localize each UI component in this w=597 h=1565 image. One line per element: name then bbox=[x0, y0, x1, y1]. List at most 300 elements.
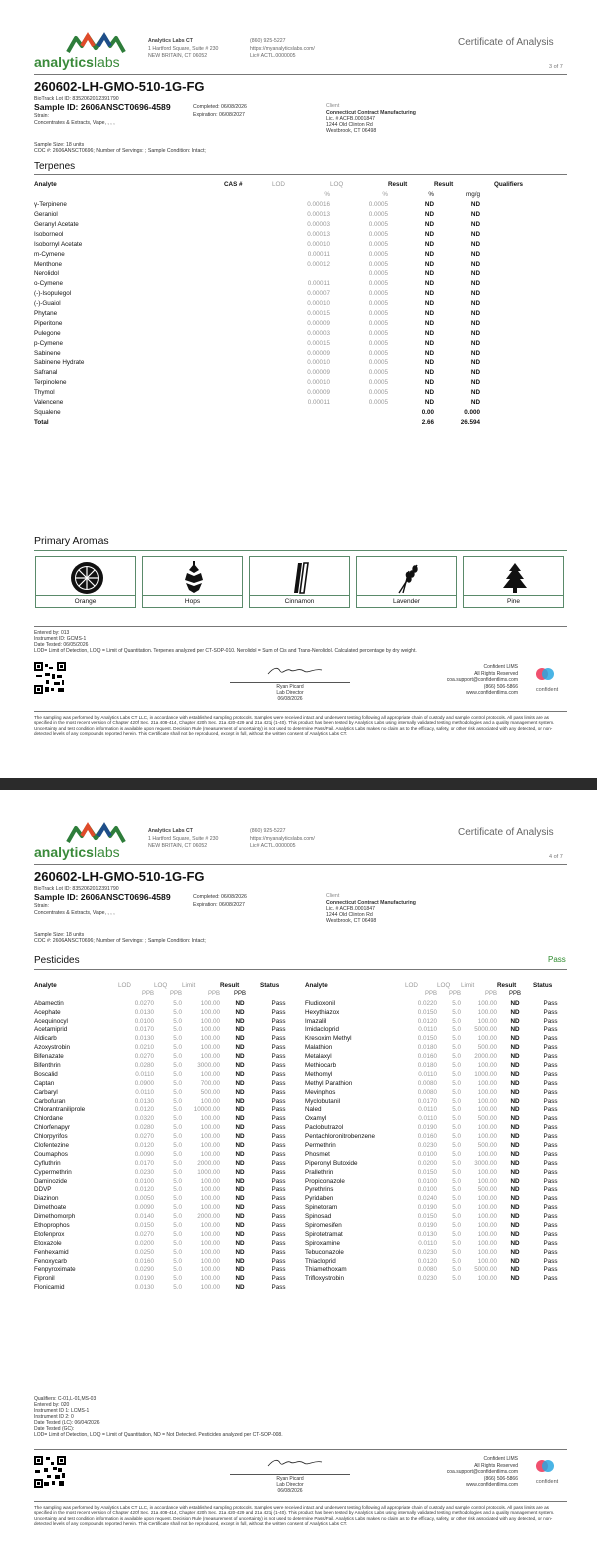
cas-cell bbox=[224, 279, 272, 289]
result-cell: ND bbox=[510, 1088, 520, 1096]
analyte-cell: Isoborneol bbox=[34, 230, 64, 238]
result-mgg-cell: ND bbox=[470, 349, 480, 357]
status-cell: Pass bbox=[271, 1124, 286, 1132]
loq-cell: 5.0 bbox=[173, 1204, 182, 1212]
loq-cell: 5.0 bbox=[452, 1204, 461, 1212]
limit-cell: 100.00 bbox=[200, 1017, 220, 1025]
cas-cell bbox=[224, 378, 272, 388]
result-cell: ND bbox=[510, 1150, 520, 1158]
lod-cell: 0.00010 bbox=[307, 359, 330, 367]
loq-cell bbox=[330, 417, 388, 427]
limit-cell: 100.00 bbox=[200, 1008, 220, 1016]
lod-cell: 0.0160 bbox=[134, 1257, 154, 1265]
analyte-cell: Spiromesifen bbox=[305, 1221, 342, 1229]
client-lic: Lic. # ACFB.0001847 bbox=[326, 906, 376, 912]
result-cell: ND bbox=[235, 1275, 245, 1283]
qualifier-cell bbox=[480, 229, 524, 239]
loq-cell: 5.0 bbox=[173, 1248, 182, 1256]
cas-cell bbox=[224, 388, 272, 398]
signer-title: Lab Director bbox=[276, 689, 304, 696]
limit-cell: 500.00 bbox=[477, 1141, 497, 1149]
analyte-cell: Acephate bbox=[34, 1008, 61, 1016]
divider bbox=[34, 711, 567, 712]
analyte-cell: Ethoprophos bbox=[34, 1221, 70, 1229]
qualifier-cell bbox=[480, 210, 524, 220]
status-cell: Pass bbox=[271, 1053, 286, 1061]
result-cell: ND bbox=[510, 1266, 520, 1274]
lod-cell: 0.0320 bbox=[134, 1115, 154, 1123]
result-cell: ND bbox=[235, 1141, 245, 1149]
limit-cell: 100.00 bbox=[200, 1053, 220, 1061]
result-pct-cell: ND bbox=[424, 379, 434, 387]
coa-page-3 bbox=[0, 0, 597, 778]
limit-cell: 100.00 bbox=[477, 1106, 497, 1114]
strain-label: Strain: bbox=[34, 903, 49, 909]
loq-cell: 5.0 bbox=[452, 1248, 461, 1256]
analyte-cell: Fludioxonil bbox=[305, 999, 336, 1007]
unit-result-pct: % bbox=[428, 191, 434, 199]
loq-cell: 5.0 bbox=[173, 1159, 182, 1167]
status-cell: Pass bbox=[543, 1070, 558, 1078]
result-mgg-cell: ND bbox=[470, 211, 480, 219]
table-row bbox=[34, 269, 524, 279]
lod-cell: 0.0250 bbox=[134, 1248, 154, 1256]
page-separator bbox=[0, 778, 597, 790]
cas-cell bbox=[224, 220, 272, 230]
lod-cell: 0.0270 bbox=[134, 1230, 154, 1238]
status-cell: Pass bbox=[271, 1159, 286, 1167]
analyte-cell: Dimethoate bbox=[34, 1204, 67, 1212]
status-cell: Pass bbox=[543, 1230, 558, 1238]
table-row bbox=[305, 1266, 568, 1275]
table-row bbox=[34, 1194, 297, 1203]
table-row bbox=[34, 318, 524, 328]
lod-cell: 0.0280 bbox=[134, 1061, 154, 1069]
result-cell: ND bbox=[510, 999, 520, 1007]
result-pct-cell: ND bbox=[424, 270, 434, 278]
result-cell: ND bbox=[235, 1061, 245, 1069]
sample-id: Sample ID: 2606ANSCT0696-4589 bbox=[34, 102, 171, 112]
table-header-row bbox=[34, 180, 524, 190]
aroma-orange bbox=[35, 556, 136, 608]
loq-cell: 5.0 bbox=[173, 1044, 182, 1052]
table-row bbox=[34, 1141, 297, 1150]
analyte-cell: Acetamiprid bbox=[34, 1026, 68, 1034]
table-row bbox=[305, 1079, 568, 1088]
loq-cell: 0.0005 bbox=[368, 339, 388, 347]
analyte-cell: Methyl Parathion bbox=[305, 1079, 353, 1087]
loq-cell: 5.0 bbox=[173, 1239, 182, 1247]
lod-cell: 0.0130 bbox=[134, 1097, 154, 1105]
analyte-cell: Abamectin bbox=[34, 999, 64, 1007]
loq-cell: 5.0 bbox=[173, 1115, 182, 1123]
divider bbox=[34, 550, 567, 551]
lod-cell: 0.00015 bbox=[307, 339, 330, 347]
lims-info: Confident LIMS All Rights Reserved coa.support@confidentlims.com (866) 506-5866 www.confidentlims.com bbox=[446, 664, 518, 697]
lod-cell: 0.0230 bbox=[417, 1141, 437, 1149]
table-row bbox=[34, 1212, 297, 1221]
status-cell: Pass bbox=[543, 1195, 558, 1203]
analyte-cell: Etoxazole bbox=[34, 1239, 62, 1247]
cas-cell bbox=[224, 309, 272, 319]
qr-code[interactable] bbox=[34, 662, 66, 694]
limit-cell: 100.00 bbox=[477, 1221, 497, 1229]
result-cell: ND bbox=[510, 1115, 520, 1123]
loq-cell: 5.0 bbox=[452, 1177, 461, 1185]
lod-cell: 0.0230 bbox=[417, 1248, 437, 1256]
limit-cell: 5000.00 bbox=[474, 1026, 497, 1034]
table-row bbox=[34, 348, 524, 358]
result-cell: ND bbox=[510, 1275, 520, 1283]
analyte-cell: Flonicamid bbox=[34, 1284, 65, 1292]
limit-cell: 100.00 bbox=[477, 1257, 497, 1265]
table-row bbox=[34, 1185, 297, 1194]
loq-cell: 5.0 bbox=[173, 1008, 182, 1016]
table-row bbox=[305, 1248, 568, 1257]
result-cell: ND bbox=[510, 1026, 520, 1034]
analyte-cell: (-)-Isopulegol bbox=[34, 290, 72, 298]
status-cell: Pass bbox=[543, 1204, 558, 1212]
table-header-row: Analyte LOD LOQ Limit Result Status bbox=[34, 981, 280, 989]
status-cell: Pass bbox=[271, 1079, 286, 1087]
loq-cell: 5.0 bbox=[452, 1230, 461, 1238]
result-cell: ND bbox=[510, 1053, 520, 1061]
lod-cell: 0.0100 bbox=[417, 1177, 437, 1185]
limit-cell: 100.00 bbox=[477, 1177, 497, 1185]
sample-id: Sample ID: 2606ANSCT0696-4589 bbox=[34, 892, 171, 902]
loq-cell: 5.0 bbox=[452, 999, 461, 1007]
completed-date: Completed: 06/08/2026 bbox=[193, 894, 247, 900]
loq-cell: 0.0005 bbox=[368, 389, 388, 397]
table-row bbox=[305, 1034, 568, 1043]
loq-cell: 0.0005 bbox=[368, 399, 388, 407]
analyte-cell: Prallethrin bbox=[305, 1168, 334, 1176]
cas-cell bbox=[224, 348, 272, 358]
analyte-cell: Thiamethoxam bbox=[305, 1266, 347, 1274]
qualifier-cell bbox=[480, 249, 524, 259]
table-row bbox=[305, 1132, 568, 1141]
status-cell: Pass bbox=[543, 1186, 558, 1194]
result-pct-cell: ND bbox=[424, 211, 434, 219]
cas-cell bbox=[224, 229, 272, 239]
lod-cell: 0.0210 bbox=[134, 1044, 154, 1052]
loq-cell: 5.0 bbox=[452, 1053, 461, 1061]
col-result-pct: Result bbox=[388, 181, 408, 189]
result-cell: ND bbox=[510, 1239, 520, 1247]
loq-cell: 5.0 bbox=[173, 1275, 182, 1283]
result-mgg-cell: ND bbox=[470, 250, 480, 258]
table-row bbox=[305, 1159, 568, 1168]
lod-cell: 0.0120 bbox=[134, 1186, 154, 1194]
status-cell: Pass bbox=[543, 1097, 558, 1105]
result-cell: ND bbox=[510, 1133, 520, 1141]
table-row bbox=[34, 1257, 297, 1266]
result-mgg-cell: ND bbox=[470, 260, 480, 268]
limit-cell: 100.00 bbox=[477, 1061, 497, 1069]
lod-cell: 0.0280 bbox=[134, 1124, 154, 1132]
lod-cell: 0.00007 bbox=[307, 290, 330, 298]
expiration-date: Expiration: 06/08/2027 bbox=[193, 902, 245, 908]
analyte-cell: Acequinocyl bbox=[34, 1017, 68, 1025]
limit-cell: 100.00 bbox=[477, 1168, 497, 1176]
result-pct-cell: ND bbox=[424, 280, 434, 288]
lod-cell: 0.00016 bbox=[307, 201, 330, 209]
result-pct-cell: ND bbox=[424, 389, 434, 397]
table-row bbox=[305, 1043, 568, 1052]
analyte-cell: γ-Terpinene bbox=[34, 201, 67, 209]
status-cell: Pass bbox=[271, 1284, 286, 1292]
table-row bbox=[34, 1203, 297, 1212]
section-title-terpenes: Terpenes bbox=[34, 161, 76, 172]
analyte-cell: p-Cymene bbox=[34, 339, 64, 347]
limit-cell: 100.00 bbox=[200, 1133, 220, 1141]
lod-cell: 0.0050 bbox=[134, 1195, 154, 1203]
table-units-row: PPB PPB PPB PPB bbox=[424, 991, 521, 998]
lod-cell: 0.0230 bbox=[417, 1275, 437, 1283]
lod-cell: 0.0130 bbox=[134, 1008, 154, 1016]
status-cell: Pass bbox=[543, 1035, 558, 1043]
status-cell: Pass bbox=[271, 1133, 286, 1141]
analyte-cell: Cypermethrin bbox=[34, 1168, 72, 1176]
qr-code[interactable] bbox=[34, 1456, 66, 1488]
loq-cell: 5.0 bbox=[173, 1177, 182, 1185]
lab-info: Analytics Labs CT 1 Hartford Square, Suite # 230 NEW BRITAIN, CT 06052 bbox=[148, 828, 219, 850]
table-row bbox=[305, 1194, 568, 1203]
result-mgg-cell: ND bbox=[470, 359, 480, 367]
result-mgg-cell: ND bbox=[470, 399, 480, 407]
loq-cell: 5.0 bbox=[452, 1017, 461, 1025]
loq-cell: 0.0005 bbox=[368, 270, 388, 278]
loq-cell: 5.0 bbox=[452, 1115, 461, 1123]
status-cell: Pass bbox=[543, 1275, 558, 1283]
status-cell: Pass bbox=[271, 1186, 286, 1194]
table-row bbox=[34, 1008, 297, 1017]
lod-cell: 0.0150 bbox=[417, 1035, 437, 1043]
loq-cell: 5.0 bbox=[452, 1186, 461, 1194]
loq-cell: 5.0 bbox=[452, 1213, 461, 1221]
status-cell: Pass bbox=[271, 1213, 286, 1221]
loq-cell: 5.0 bbox=[173, 1017, 182, 1025]
pesticides-table-left bbox=[34, 981, 297, 1292]
aroma-label: Lavender bbox=[357, 595, 456, 607]
qualifier-cell bbox=[480, 309, 524, 319]
qualifier-cell bbox=[480, 328, 524, 338]
limit-cell: 500.00 bbox=[200, 1088, 220, 1096]
client-addr2: Westbrook, CT 06498 bbox=[326, 128, 377, 134]
limit-cell: 500.00 bbox=[477, 1115, 497, 1123]
limit-cell: 100.00 bbox=[200, 1239, 220, 1247]
analyte-cell: m-Cymene bbox=[34, 250, 65, 258]
status-cell: Pass bbox=[271, 1088, 286, 1096]
loq-cell: 5.0 bbox=[452, 1124, 461, 1132]
result-cell: ND bbox=[235, 1097, 245, 1105]
analyte-cell: Malathion bbox=[305, 1044, 333, 1052]
client-addr2: Westbrook, CT 06498 bbox=[326, 918, 377, 924]
lod-cell: 0.00010 bbox=[307, 240, 330, 248]
signature-block bbox=[230, 1456, 350, 1494]
table-row bbox=[305, 1177, 568, 1186]
result-cell: ND bbox=[510, 1106, 520, 1114]
table-row bbox=[305, 1141, 568, 1150]
analyte-cell: Aldicarb bbox=[34, 1035, 57, 1043]
status-cell: Pass bbox=[271, 1070, 286, 1078]
analyte-cell: Spirotetramat bbox=[305, 1230, 343, 1238]
divider bbox=[34, 969, 567, 970]
result-cell: ND bbox=[510, 1248, 520, 1256]
limit-cell: 100.00 bbox=[200, 999, 220, 1007]
loq-cell: 5.0 bbox=[452, 1061, 461, 1069]
limit-cell: 1000.00 bbox=[474, 1070, 497, 1078]
table-row bbox=[305, 1239, 568, 1248]
table-row bbox=[34, 1221, 297, 1230]
status-cell: Pass bbox=[543, 1044, 558, 1052]
loq-cell: 0.0005 bbox=[368, 359, 388, 367]
table-row bbox=[305, 1105, 568, 1114]
loq-cell: 0.0005 bbox=[368, 369, 388, 377]
loq-cell: 5.0 bbox=[173, 1079, 182, 1087]
table-row bbox=[305, 1061, 568, 1070]
table-row bbox=[34, 1150, 297, 1159]
analyte-cell: Isobornyl Acetate bbox=[34, 240, 83, 248]
lod-cell: 0.0180 bbox=[417, 1061, 437, 1069]
limit-cell: 100.00 bbox=[477, 1204, 497, 1212]
loq-cell: 0.0005 bbox=[368, 319, 388, 327]
lod-cell: 0.0120 bbox=[417, 1257, 437, 1265]
client-addr1: 1244 Old Clinton Rd bbox=[326, 122, 373, 128]
table-row bbox=[34, 388, 524, 398]
logo-mark-icon bbox=[66, 32, 126, 54]
result-cell: ND bbox=[235, 1150, 245, 1158]
disclaimer: The sampling was performed by Analytics Labs CT LLC, in accordance with established sampling protocols. Samples were received intact and underwent testing following all appropriate chain of custody and sample control protocols. All pass limits are as specified in the most recent version of Chapter 420f Sec. 21a 408-414, Chapter 420h Sec. 21a 420-429 and 21a 421j (1-40). This product has been tested by Analytics Labs using internally validated testing methodologies and a quality management system. Uncertainty and test condition information is available upon request. Decision Rule (measurement of uncertainty) is not used to determine Pass/Fail. Analytics Labs makes no claim as to the efficacy, safety, or other risk associated with any detected, or non-detected levels of any compounds reported herein. This Certificate shall not be reproduced, except in full, without the written consent of Analytics Labs CT. bbox=[34, 1505, 555, 1527]
unit-lod: % bbox=[324, 191, 330, 199]
loq-cell: 0.0005 bbox=[368, 260, 388, 268]
table-row bbox=[34, 398, 524, 408]
table-row bbox=[34, 1105, 297, 1114]
cas-cell bbox=[224, 249, 272, 259]
analyte-cell: Pyrethrins bbox=[305, 1186, 334, 1194]
table-row bbox=[34, 299, 524, 309]
divider bbox=[34, 626, 567, 627]
lod-cell: 0.0110 bbox=[135, 1070, 154, 1078]
limit-cell: 3000.00 bbox=[474, 1159, 497, 1167]
loq-cell: 5.0 bbox=[452, 1239, 461, 1247]
table-row bbox=[305, 1123, 568, 1132]
lod-cell: 0.0290 bbox=[134, 1266, 154, 1274]
lod-cell: 0.0110 bbox=[418, 1239, 437, 1247]
loq-cell: 5.0 bbox=[173, 1106, 182, 1114]
table-row bbox=[305, 1025, 568, 1034]
qualifier-cell bbox=[480, 388, 524, 398]
result-cell: ND bbox=[235, 999, 245, 1007]
analyte-cell: Carbaryl bbox=[34, 1088, 58, 1096]
cas-cell bbox=[224, 259, 272, 269]
signature-date: 06/08/2026 bbox=[277, 695, 303, 702]
qualifier-cell bbox=[480, 200, 524, 210]
table-row bbox=[34, 249, 524, 259]
analyte-cell: Imazalil bbox=[305, 1017, 327, 1025]
lod-cell: 0.0130 bbox=[134, 1035, 154, 1043]
biotrack-id: BioTrack Lot ID: 8352062012391790 bbox=[34, 886, 119, 892]
signature-block bbox=[230, 664, 350, 702]
lod-cell: 0.0140 bbox=[134, 1213, 154, 1221]
result-pct-cell: ND bbox=[424, 329, 434, 337]
loq-cell: 5.0 bbox=[173, 1070, 182, 1078]
limit-cell: 100.00 bbox=[200, 1141, 220, 1149]
analyte-cell: Phosmet bbox=[305, 1150, 330, 1158]
loq-cell: 5.0 bbox=[452, 1195, 461, 1203]
status-cell: Pass bbox=[543, 1106, 558, 1114]
table-row bbox=[34, 1052, 297, 1061]
table-row bbox=[305, 1017, 568, 1026]
loq-cell: 5.0 bbox=[173, 1221, 182, 1229]
loq-cell: 0.0005 bbox=[368, 280, 388, 288]
lod-cell: 0.0110 bbox=[135, 1088, 154, 1096]
loq-cell bbox=[330, 407, 388, 417]
status-cell: Pass bbox=[271, 1168, 286, 1176]
result-cell: ND bbox=[510, 1141, 520, 1149]
result-cell: ND bbox=[235, 1088, 245, 1096]
table-row bbox=[34, 1132, 297, 1141]
limit-cell: 100.00 bbox=[200, 1221, 220, 1229]
loq-cell: 5.0 bbox=[173, 1026, 182, 1034]
result-cell: ND bbox=[235, 1026, 245, 1034]
cas-cell bbox=[224, 338, 272, 348]
lod-cell: 0.0100 bbox=[134, 1017, 154, 1025]
loq-cell: 5.0 bbox=[173, 1168, 182, 1176]
loq-cell: 5.0 bbox=[173, 1035, 182, 1043]
result-cell: ND bbox=[235, 1124, 245, 1132]
qualifier-cell bbox=[480, 259, 524, 269]
result-pct-cell: 2.66 bbox=[421, 418, 434, 426]
loq-cell: 0.0005 bbox=[368, 211, 388, 219]
pesticide-footnotes: Qualifiers: C-01,L-01,MS-03 Entered by: 020 Instrument ID 1: LCMS-1 Instrument ID 2: 0 Date Tested (LC): 06/04/2026 Date Tested (GC): LOD= Limit of Detection, LOQ = Limit of Quantitation, ND = Not Detected. Pesticides analyzed per CT-SOP-008. bbox=[34, 1396, 283, 1438]
status-cell: Pass bbox=[271, 1195, 286, 1203]
lod-cell: 0.0150 bbox=[417, 1168, 437, 1176]
qualifier-cell bbox=[480, 318, 524, 328]
loq-cell: 0.0005 bbox=[368, 379, 388, 387]
result-pct-cell: ND bbox=[424, 240, 434, 248]
analyte-cell: Carbofuran bbox=[34, 1097, 66, 1105]
table-row bbox=[305, 1097, 568, 1106]
status-cell: Pass bbox=[543, 1008, 558, 1016]
table-row bbox=[305, 1274, 568, 1283]
table-row bbox=[305, 1212, 568, 1221]
result-cell: ND bbox=[235, 1213, 245, 1221]
lod-cell: 0.00003 bbox=[307, 221, 330, 228]
limit-cell: 100.00 bbox=[200, 1026, 220, 1034]
status-cell: Pass bbox=[271, 1106, 286, 1114]
limit-cell: 100.00 bbox=[477, 1195, 497, 1203]
table-row bbox=[34, 1043, 297, 1052]
confident-logo: confident bbox=[527, 666, 567, 693]
result-mgg-cell: ND bbox=[470, 230, 480, 238]
sample-size: Sample Size: 18 units bbox=[34, 142, 85, 148]
sample-code: 260602-LH-GMO-510-1G-FG bbox=[34, 869, 205, 884]
status-cell: Pass bbox=[271, 1275, 286, 1283]
analyte-cell: Piperitone bbox=[34, 319, 63, 327]
analyte-cell: Sabinene Hydrate bbox=[34, 359, 85, 367]
lod-cell: 0.00011 bbox=[307, 280, 330, 288]
lod-cell: 0.00015 bbox=[307, 310, 330, 318]
aroma-label: Orange bbox=[36, 595, 135, 607]
analyte-cell: Permethrin bbox=[305, 1141, 336, 1149]
result-pct-cell: ND bbox=[424, 359, 434, 367]
loq-cell: 5.0 bbox=[452, 1026, 461, 1034]
table-row bbox=[34, 1079, 297, 1088]
result-cell: ND bbox=[235, 1070, 245, 1078]
lod-cell: 0.00013 bbox=[307, 230, 330, 238]
lod-cell: 0.0100 bbox=[417, 1186, 437, 1194]
